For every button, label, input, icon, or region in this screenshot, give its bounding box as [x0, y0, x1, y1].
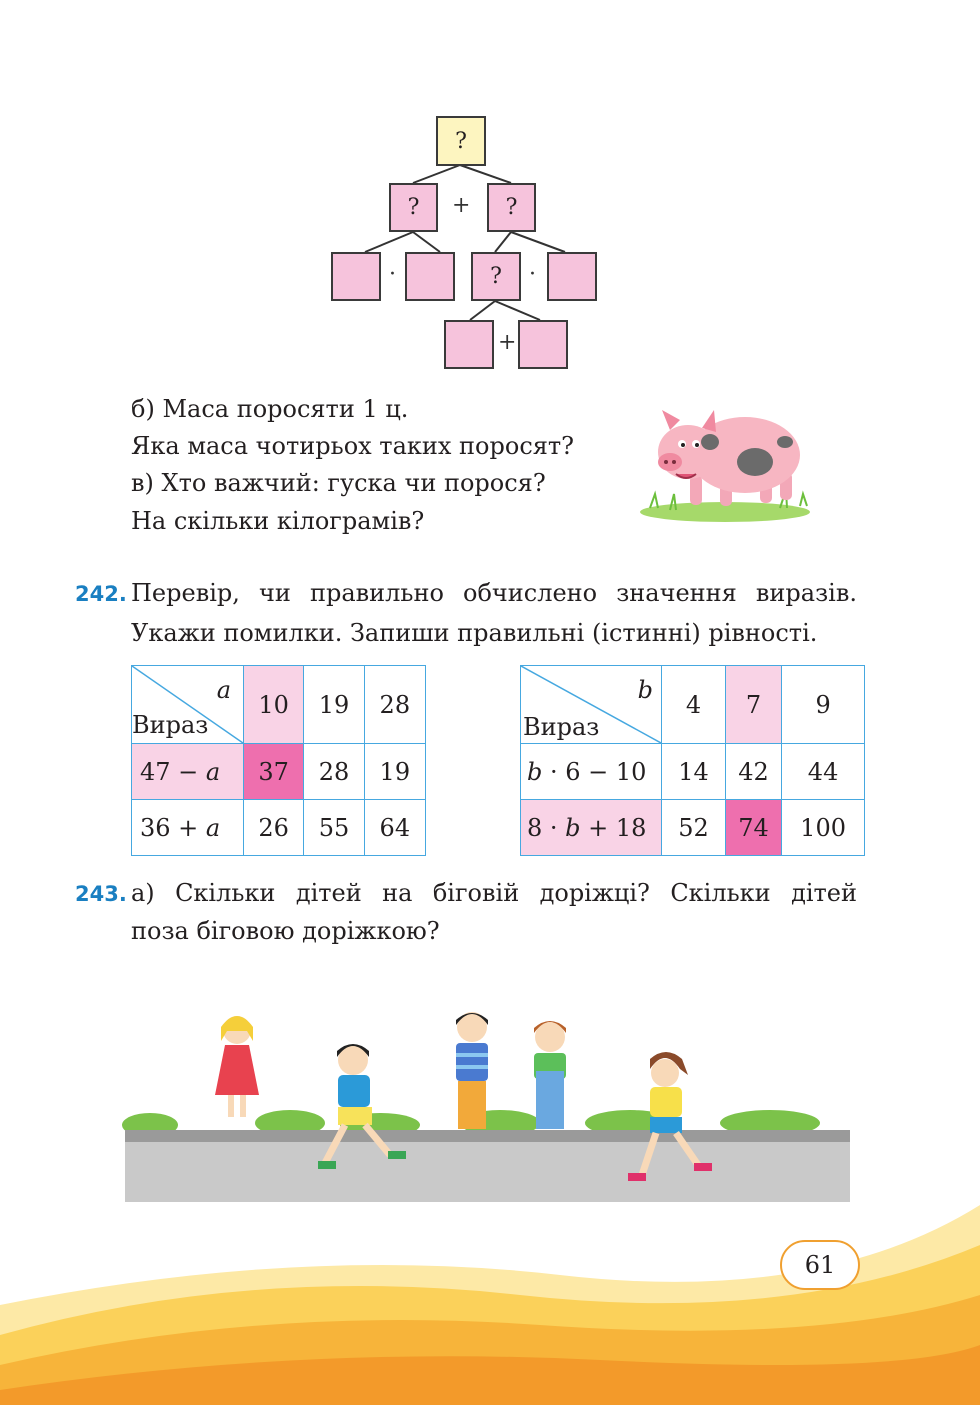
result-cell: 28: [304, 744, 364, 800]
plus-sign: +: [498, 330, 517, 355]
column-value: 9: [782, 666, 865, 744]
expression-text: 36 +: [140, 813, 206, 842]
expression-cell: [132, 800, 244, 856]
task-b-line2: Яка маса чотирьох таких поросят?: [131, 432, 575, 460]
expression-variable: b: [527, 757, 543, 786]
decorative-waves: [0, 1185, 980, 1405]
task-b-line1: б) Маса поросяти 1 ц.: [131, 395, 409, 423]
result-cell-highlighted: 74: [725, 800, 781, 856]
expression-text: 47 −: [140, 757, 206, 786]
tree-empty-box: [547, 252, 597, 301]
column-value: 4: [662, 666, 726, 744]
result-cell-highlighted: 37: [244, 744, 304, 800]
variable-b: b: [637, 676, 653, 704]
expression-cell: [521, 800, 662, 856]
task-c-line1: в) Хто важчий: гуска чи порося?: [131, 469, 546, 497]
running-track-illustration: [120, 1005, 855, 1205]
task-243-line1: а) Скільки дітей на біговій доріжці? Скільки дітей: [131, 879, 857, 907]
tree-empty-box: [518, 320, 568, 369]
result-cell: 64: [364, 800, 425, 856]
expression-label: Вираз: [523, 713, 600, 741]
result-cell: 14: [662, 744, 726, 800]
tree-empty-box: [405, 252, 455, 301]
expression-text: 8 ·: [527, 813, 566, 842]
task-c-line2: На скільки кілограмів?: [131, 507, 425, 535]
task-242-line1: Перевір, чи правильно обчислено значення виразів.: [131, 579, 857, 607]
tree-empty-box: [331, 252, 381, 301]
column-value: 19: [304, 666, 364, 744]
task-number-243: 243.: [75, 882, 127, 906]
result-cell: 100: [782, 800, 865, 856]
tree-right-sum-box: [487, 183, 536, 232]
child-figure: [215, 1016, 259, 1117]
result-cell: 44: [782, 744, 865, 800]
column-value: 28: [364, 666, 425, 744]
result-cell: 42: [725, 744, 781, 800]
multiply-dot: ·: [529, 262, 536, 287]
task-number-242: 242.: [75, 582, 127, 606]
page-number: 61: [780, 1240, 860, 1290]
table-a: [131, 665, 426, 856]
expression-variable: a: [205, 813, 221, 842]
question-mark: ?: [407, 195, 420, 220]
plus-sign: +: [452, 193, 471, 218]
result-cell: 52: [662, 800, 726, 856]
tree-root-box: [436, 116, 486, 166]
table-header-cell: [521, 666, 662, 744]
expression-variable: b: [565, 813, 581, 842]
result-cell: 26: [244, 800, 304, 856]
task-243-line2: поза біговою доріжкою?: [131, 917, 440, 945]
result-cell: 19: [364, 744, 425, 800]
expression-label: Вираз: [132, 711, 209, 739]
question-mark: ?: [455, 128, 467, 154]
expression-cell: [132, 744, 244, 800]
tree-product-box: [471, 252, 521, 301]
expression-text: · 6 − 10: [542, 757, 647, 786]
question-mark: ?: [505, 195, 518, 220]
table-header-cell: [132, 666, 244, 744]
question-mark: ?: [490, 264, 502, 289]
tree-left-sum-box: [389, 183, 438, 232]
variable-a: a: [216, 676, 231, 704]
task-242-line2: Укажи помилки. Запиши правильні (істинні) рівності.: [131, 619, 818, 647]
table-b: [520, 665, 865, 856]
tree-empty-box: [444, 320, 494, 369]
column-value: 7: [725, 666, 781, 744]
multiply-dot: ·: [389, 262, 396, 287]
expression-cell: [521, 744, 662, 800]
expression-variable: a: [205, 757, 221, 786]
column-value: 10: [244, 666, 304, 744]
pig-illustration: [630, 400, 820, 530]
expression-text: + 18: [580, 813, 647, 842]
result-cell: 55: [304, 800, 364, 856]
